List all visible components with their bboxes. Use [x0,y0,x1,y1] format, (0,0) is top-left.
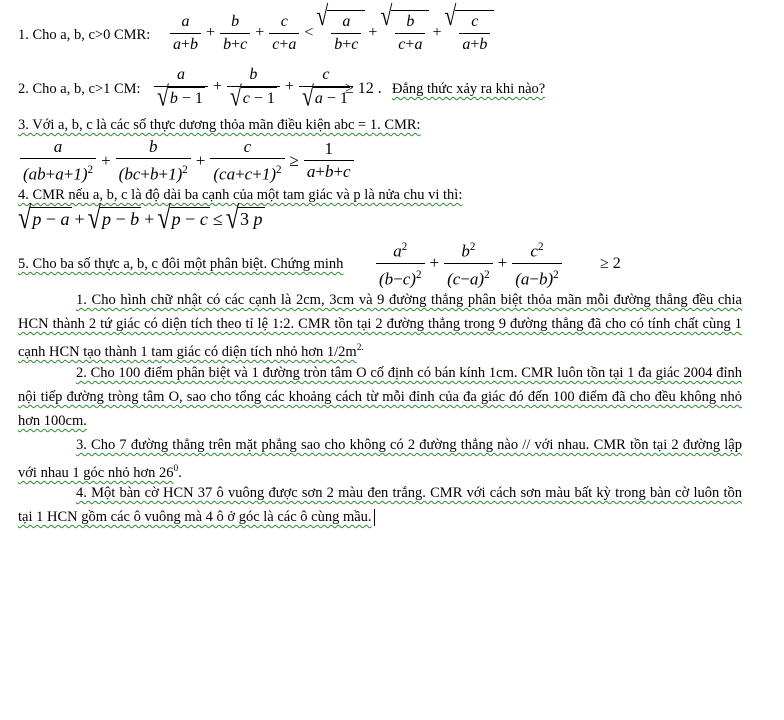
formula-5: $\frac{a^2}{(b-c)^2}$ + $\frac{b^2}{(c-a)^2}$ + $\frac{c^2}{(a-b)^2}$ [374,236,564,290]
exercise-3: 3. Với a, b, c là các số thực dương thỏa mãn điều kiện abc = 1. CMR: [18,117,421,133]
exercise-number: 1. [18,27,29,43]
problem-3: 3. Cho 7 đường thẳng trên mặt phẳng sao cho không có 2 đường thẳng nào // với nhau. CMR tồn tại 2 đường lập với nhau 1 góc nhỏ hơn $26^0$. [18,437,742,481]
formula-2: a √ b − 1 + b √ c − 1 + c √ a − 1 [152,64,355,110]
exercise-2-question: Đẳng thức xảy ra khi nào? [392,81,546,97]
formula-1: $\frac{a}{a+b}$ + $\frac{b}{b+c}$ + $\frac{c}{c+a}$ < √ $\frac{a}{b+c}$ + √ $\frac{b}{c+a}$ + √ $\frac{c}{a+b}$ [168,10,494,56]
exercise-4: 4. CMR nếu a, b, c là độ dài ba cạnh của một tam giác và p là nửa chu vi thì: [18,187,463,203]
exercise-1 [18,26,150,44]
exercise-2 [18,80,141,98]
exercise-text: Cho a, b, c>1 CM: [32,81,141,97]
exercise-2-ge: ≥ 12 . [345,80,382,97]
formula-4: √ p − a + √ p − b + √ p − c ≤ √ 3 p [18,200,263,236]
problem-2: 2. Cho 100 điểm phân biệt và 1 đường tròn tâm O cố định có bán kính 1cm. CMR luôn tồn tại 1 đa giác 2004 đỉnh nội tiếp đường tròng tâm O, sao cho tổng các khoảng cách từ mỗi đỉnh của đa giác đó đến 100 điểm đã cho đều không nhỏ hơn 100cm. [18,365,742,429]
formula-3: $\frac{a}{(ab+a+1)^2}$ + $\frac{b}{(bc+b+1)^2}$ + $\frac{c}{(ca+c+1)^2}$ ≥ $\frac{1}{a+b+c}$ [18,136,356,186]
exercise-number: 2. [18,81,29,97]
exercise-text: Cho a, b, c>0 CMR: [32,27,151,43]
problem-1: 1. Cho hình chữ nhật có các cạnh là 2cm, 3cm và 9 đường thẳng phân biệt thỏa mãn mỗi đường thẳng đều chia HCN thành 2 tứ giác có diện tích theo tỉ lệ 1:2. CMR tồn tại 2 đường thẳng trong 9 đường thẳng đã cho có tính chất cùng 1 cạnh HCN tạo thành 1 tam giác có diện tích nhỏ hơn $1/2m^{2.}$ [18,292,742,360]
problem-4: 4. Một bàn cờ HCN 37 ô vuông được sơn 2 màu đen trắng. CMR với cách sơn màu bất kỳ trong bàn cờ luôn tồn tại 1 HCN gồm các ô vuông mà 4 ô ở góc là các ô cùng mầu. [18,485,742,525]
exercise-5-rhs: ≥ 2 [600,255,621,272]
exercise-5: 5. Cho ba số thực a, b, c đôi một phân biệt. Chứng minh [18,256,344,272]
text-cursor [374,509,376,526]
